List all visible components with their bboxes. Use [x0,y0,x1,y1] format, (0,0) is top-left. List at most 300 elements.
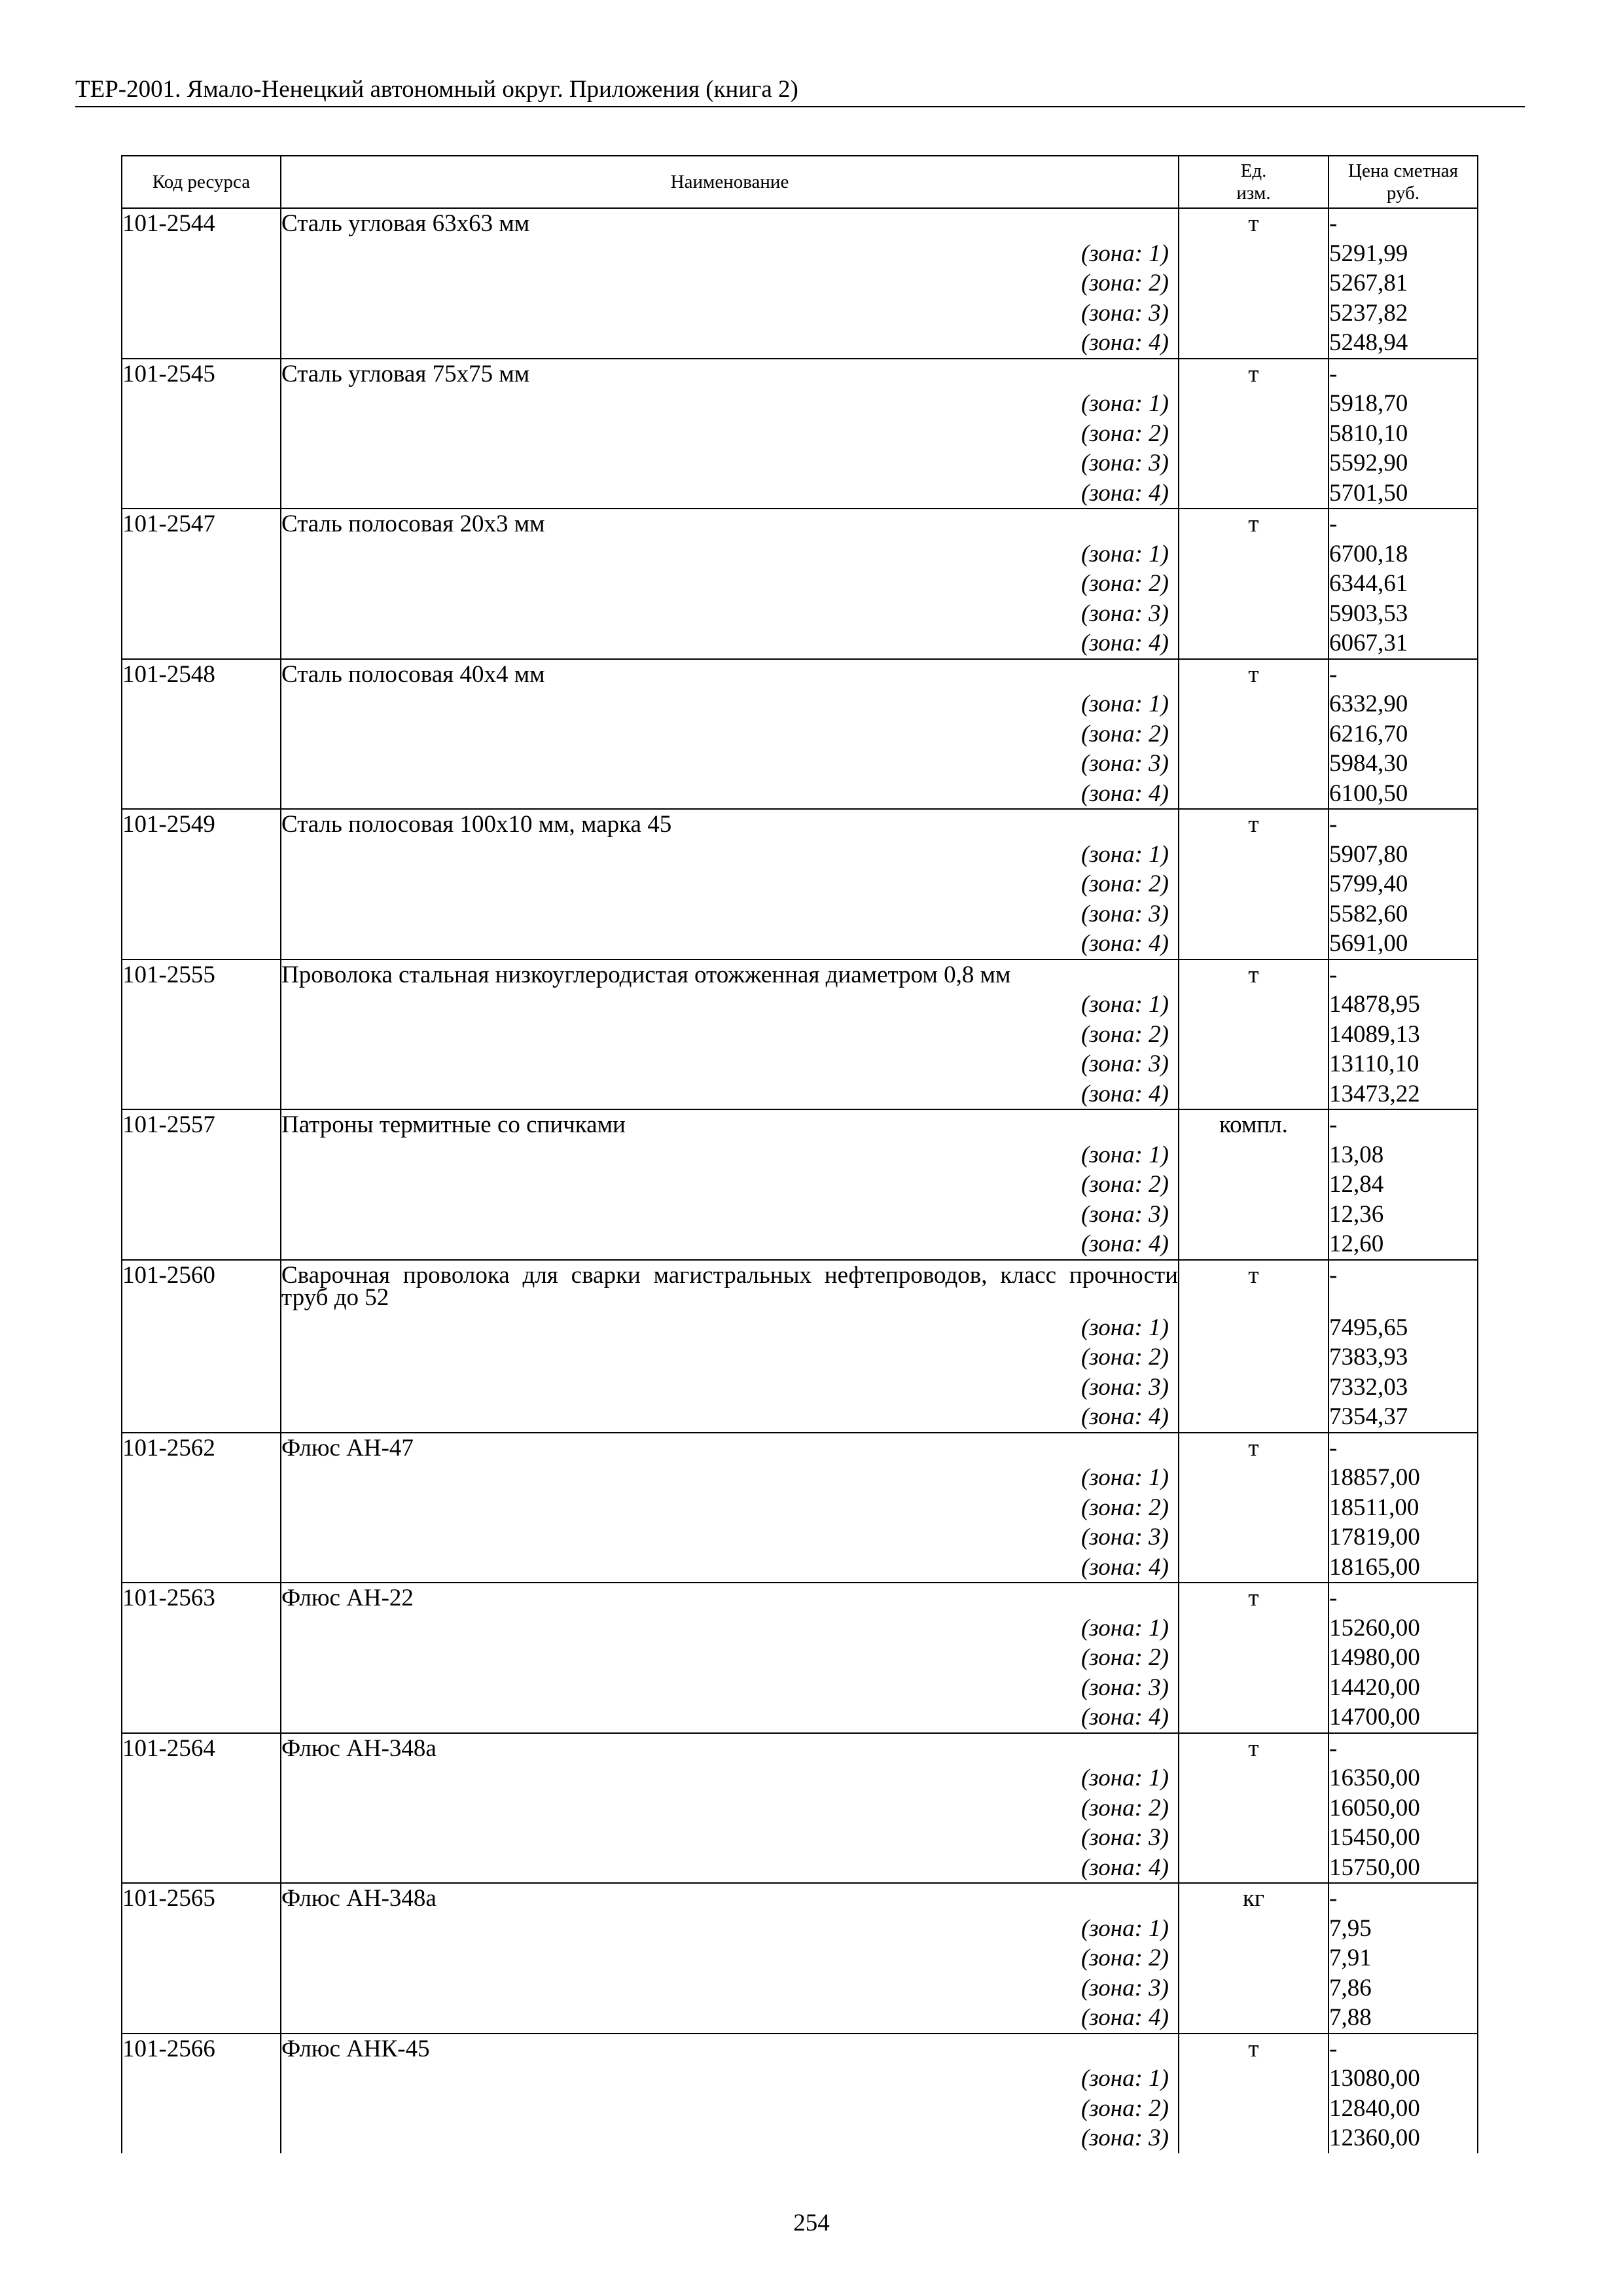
zone-code-cell [122,1823,281,1853]
zone-unit-cell [1179,298,1329,329]
zone-price: 18857,00 [1329,1463,1478,1493]
resource-price: - [1329,2034,1478,2064]
zone-price: 5248,94 [1329,328,1478,359]
zone-code-cell [122,1853,281,1884]
zone-row [122,389,1478,419]
zone-price: 14980,00 [1329,1643,1478,1673]
zone-price: 6216,70 [1329,719,1478,749]
resource-unit: т [1179,1733,1329,1764]
zone-price: 12,60 [1329,1229,1478,1260]
resource-code: 101-2565 [122,1883,281,1914]
zone-price: 15450,00 [1329,1823,1478,1853]
column-header-name: Наименование [281,156,1179,208]
resource-price-table [121,155,1478,2153]
zone-unit-cell [1179,749,1329,779]
zone-price: 6100,50 [1329,779,1478,810]
zone-price: 12360,00 [1329,2123,1478,2153]
zone-row [122,1643,1478,1673]
zone-label: (зона: 3) [281,899,1179,929]
resource-unit: т [1179,359,1329,389]
zone-row [122,990,1478,1020]
zone-price: 5701,50 [1329,478,1478,509]
zone-code-cell [122,719,281,749]
resource-price: - [1329,659,1478,690]
zone-code-cell [122,779,281,810]
zone-code-cell [122,1973,281,2003]
zone-label: (зона: 3) [281,1673,1179,1703]
zone-price: 12,36 [1329,1200,1478,1230]
zone-code-cell [122,1763,281,1793]
zone-price: 16350,00 [1329,1763,1478,1793]
resource-price: - [1329,809,1478,840]
resource-unit: т [1179,1260,1329,1313]
zone-code-cell [122,929,281,960]
zone-label: (зона: 1) [281,1613,1179,1643]
zone-price: 15750,00 [1329,1853,1478,1884]
table-row [122,1733,1478,1764]
zone-price: 12840,00 [1329,2094,1478,2124]
zone-code-cell [122,899,281,929]
zone-row [122,419,1478,449]
zone-code-cell [122,1613,281,1643]
zone-label: (зона: 2) [281,1170,1179,1200]
zone-unit-cell [1179,990,1329,1020]
zone-row [122,1673,1478,1703]
resource-name-text: Сталь полосовая 100х10 мм, марка 45 [281,811,672,838]
resource-price: - [1329,359,1478,389]
zone-price: 5984,30 [1329,749,1478,779]
zone-row [122,1522,1478,1552]
zone-unit-cell [1179,1229,1329,1260]
zone-unit-cell [1179,419,1329,449]
zone-price: 13473,22 [1329,1079,1478,1110]
zone-unit-cell [1179,448,1329,478]
resource-name-text: Флюс АН-22 [281,1585,414,1611]
zone-code-cell [122,1643,281,1673]
resource-code: 101-2548 [122,659,281,690]
zone-unit-cell [1179,1493,1329,1523]
zone-price: 13080,00 [1329,2064,1478,2094]
zone-code-cell [122,1943,281,1973]
zone-price: 5918,70 [1329,389,1478,419]
zone-label: (зона: 2) [281,719,1179,749]
table-row [122,659,1478,690]
zone-label: (зона: 3) [281,599,1179,629]
zone-row [122,1372,1478,1403]
resource-unit: компл. [1179,1109,1329,1140]
column-header-code: Код ресурса [122,156,281,208]
zone-unit-cell [1179,1463,1329,1493]
zone-code-cell [122,1402,281,1433]
resource-name-text: Флюс АН-47 [281,1434,414,1462]
table-header [122,156,1478,208]
zone-label: (зона: 4) [281,1702,1179,1733]
resource-name [281,509,1179,539]
zone-price: 5810,10 [1329,419,1478,449]
zone-row [122,1552,1478,1583]
zone-unit-cell [1179,1853,1329,1884]
zone-code-cell [122,1313,281,1343]
zone-row [122,1793,1478,1823]
zone-row [122,1049,1478,1079]
zone-row [122,1463,1478,1493]
zone-row [122,1200,1478,1230]
zone-code-cell [122,1170,281,1200]
zone-price: 14420,00 [1329,1673,1478,1703]
zone-label: (зона: 1) [281,689,1179,719]
zone-label: (зона: 1) [281,1763,1179,1793]
resource-unit: т [1179,809,1329,840]
zone-code-cell [122,1673,281,1703]
resource-name-text: Флюс АН-348а [281,1885,437,1912]
table-row [122,960,1478,990]
zone-code-cell [122,1463,281,1493]
header-rule [75,106,1525,107]
page-number: 254 [793,2210,830,2236]
zone-code-cell [122,1020,281,1050]
resource-name [281,1260,1179,1313]
resource-name-text: Флюс АНК-45 [281,2035,430,2062]
zone-price: 5291,99 [1329,239,1478,269]
zone-row [122,1170,1478,1200]
zone-code-cell [122,1793,281,1823]
resource-code: 101-2547 [122,509,281,539]
table-row [122,359,1478,389]
resource-name [281,1433,1179,1463]
zone-row [122,569,1478,599]
zone-unit-cell [1179,1823,1329,1853]
zone-price: 7354,37 [1329,1402,1478,1433]
zone-unit-cell [1179,1170,1329,1200]
zone-unit-cell [1179,1079,1329,1110]
zone-price: 17819,00 [1329,1522,1478,1552]
zone-label: (зона: 3) [281,298,1179,329]
resource-name [281,2034,1179,2064]
resource-name-text: Флюс АН-348а [281,1734,437,1762]
resource-code: 101-2544 [122,208,281,239]
zone-unit-cell [1179,1943,1329,1973]
resource-unit: т [1179,509,1329,539]
resource-price: - [1329,1109,1478,1140]
resource-price: - [1329,208,1478,239]
zone-price: 15260,00 [1329,1613,1478,1643]
table-row [122,208,1478,239]
zone-price: 5267,81 [1329,268,1478,298]
zone-code-cell [122,1049,281,1079]
resource-name-text: Проволока стальная низкоуглеродистая отожженная диаметром 0,8 мм [281,961,1011,988]
zone-row [122,1342,1478,1372]
zone-code-cell [122,1140,281,1170]
zone-code-cell [122,389,281,419]
zone-code-cell [122,268,281,298]
zone-code-cell [122,749,281,779]
zone-row [122,478,1478,509]
table-row [122,1583,1478,1613]
zone-code-cell [122,419,281,449]
zone-unit-cell [1179,1552,1329,1583]
table-row [122,2034,1478,2064]
zone-price: 6067,31 [1329,628,1478,659]
zone-row [122,1229,1478,1260]
zone-unit-cell [1179,268,1329,298]
zone-price: 7,86 [1329,1973,1478,2003]
zone-unit-cell [1179,569,1329,599]
zone-unit-cell [1179,899,1329,929]
resource-name [281,1883,1179,1914]
zone-price: 7332,03 [1329,1372,1478,1403]
zone-label: (зона: 2) [281,1793,1179,1823]
zone-label: (зона: 2) [281,569,1179,599]
resource-code: 101-2555 [122,960,281,990]
zone-price: 5903,53 [1329,599,1478,629]
resource-unit: т [1179,1433,1329,1463]
zone-unit-cell [1179,478,1329,509]
zone-code-cell [122,569,281,599]
zone-unit-cell [1179,1200,1329,1230]
zone-label: (зона: 2) [281,268,1179,298]
zone-price: 5582,60 [1329,899,1478,929]
resource-unit: т [1179,960,1329,990]
zone-code-cell [122,1200,281,1230]
zone-label: (зона: 2) [281,1493,1179,1523]
zone-label: (зона: 2) [281,1020,1179,1050]
zone-unit-cell [1179,599,1329,629]
zone-row [122,2094,1478,2124]
zone-code-cell [122,990,281,1020]
zone-row [122,1973,1478,2003]
zone-row [122,1823,1478,1853]
zone-row [122,628,1478,659]
zone-unit-cell [1179,1522,1329,1552]
zone-code-cell [122,239,281,269]
zone-unit-cell [1179,1702,1329,1733]
table-row [122,809,1478,840]
zone-price: 18165,00 [1329,1552,1478,1583]
zone-label: (зона: 4) [281,1853,1179,1884]
resource-unit: т [1179,1583,1329,1613]
zone-price: 14700,00 [1329,1702,1478,1733]
zone-unit-cell [1179,328,1329,359]
zone-label: (зона: 4) [281,2003,1179,2034]
zone-label: (зона: 4) [281,779,1179,810]
resource-name [281,1733,1179,1764]
zone-price: 14089,13 [1329,1020,1478,1050]
zone-label: (зона: 3) [281,1200,1179,1230]
zone-code-cell [122,689,281,719]
zone-row [122,1313,1478,1343]
zone-price: 13,08 [1329,1140,1478,1170]
resource-name [281,359,1179,389]
zone-label: (зона: 4) [281,628,1179,659]
resource-code: 101-2566 [122,2034,281,2064]
zone-unit-cell [1179,840,1329,870]
zone-unit-cell [1179,1020,1329,1050]
column-header-unit [1179,156,1329,208]
zone-unit-cell [1179,929,1329,960]
zone-unit-cell [1179,869,1329,899]
resource-code: 101-2560 [122,1260,281,1313]
zone-unit-cell [1179,1914,1329,1944]
resource-name [281,1109,1179,1140]
zone-label: (зона: 1) [281,840,1179,870]
zone-code-cell [122,1493,281,1523]
zone-row [122,298,1478,329]
zone-row [122,1140,1478,1170]
zone-label: (зона: 3) [281,1823,1179,1853]
zone-label: (зона: 1) [281,239,1179,269]
zone-label: (зона: 4) [281,1552,1179,1583]
zone-code-cell [122,1079,281,1110]
resource-name-text: Сталь полосовая 20х3 мм [281,511,545,537]
zone-unit-cell [1179,389,1329,419]
column-header-price [1329,156,1478,208]
zone-label: (зона: 2) [281,419,1179,449]
zone-label: (зона: 2) [281,1643,1179,1673]
zone-label: (зона: 2) [281,1943,1179,1973]
zone-row [122,719,1478,749]
zone-row [122,779,1478,810]
zone-unit-cell [1179,1342,1329,1372]
zone-code-cell [122,2003,281,2034]
zone-code-cell [122,328,281,359]
zone-price: 5691,00 [1329,929,1478,960]
zone-row [122,2003,1478,2034]
zone-row [122,869,1478,899]
zone-row [122,1943,1478,1973]
zone-row [122,239,1478,269]
zone-price: 13110,10 [1329,1049,1478,1079]
zone-label: (зона: 4) [281,478,1179,509]
zone-code-cell [122,448,281,478]
zone-unit-cell [1179,539,1329,569]
zone-row [122,840,1478,870]
table-body [122,208,1478,2153]
zone-code-cell [122,840,281,870]
zone-label: (зона: 3) [281,1973,1179,2003]
zone-unit-cell [1179,1643,1329,1673]
resource-price: - [1329,960,1478,990]
zone-unit-cell [1179,1763,1329,1793]
zone-price: 7,88 [1329,2003,1478,2034]
zone-price: 12,84 [1329,1170,1478,1200]
zone-unit-cell [1179,779,1329,810]
zone-price: 16050,00 [1329,1793,1478,1823]
zone-row [122,689,1478,719]
zone-label: (зона: 4) [281,929,1179,960]
column-header-price-text: Цена сметная руб. [1348,160,1458,204]
zone-price: 14878,95 [1329,990,1478,1020]
zone-code-cell [122,1702,281,1733]
zone-code-cell [122,2123,281,2153]
zone-label: (зона: 1) [281,1313,1179,1343]
zone-row [122,1853,1478,1884]
zone-row [122,2123,1478,2153]
resource-unit: т [1179,659,1329,690]
zone-code-cell [122,628,281,659]
resource-name [281,960,1179,990]
zone-label: (зона: 4) [281,1402,1179,1433]
zone-label: (зона: 3) [281,749,1179,779]
zone-code-cell [122,1552,281,1583]
zone-label: (зона: 1) [281,1463,1179,1493]
zone-unit-cell [1179,2064,1329,2094]
zone-row [122,1402,1478,1433]
zone-label: (зона: 1) [281,2064,1179,2094]
zone-label: (зона: 3) [281,1522,1179,1552]
table-row [122,509,1478,539]
zone-label: (зона: 1) [281,1140,1179,1170]
zone-unit-cell [1179,1673,1329,1703]
page-header: ТЕР-2001. Ямало-Ненецкий автономный округ. Приложения (книга 2) [75,76,798,103]
zone-label: (зона: 3) [281,1049,1179,1079]
zone-row [122,448,1478,478]
column-header-unit-text: Ед. изм. [1236,160,1271,204]
resource-name [281,809,1179,840]
zone-code-cell [122,539,281,569]
zone-price: 6344,61 [1329,569,1478,599]
zone-row [122,1763,1478,1793]
resource-unit: т [1179,2034,1329,2064]
resource-name-text: Сталь полосовая 40х4 мм [281,660,545,688]
zone-price: 7383,93 [1329,1342,1478,1372]
resource-name-text: Сталь угловая 75х75 мм [281,360,530,387]
zone-unit-cell [1179,1140,1329,1170]
zone-code-cell [122,2094,281,2124]
zone-unit-cell [1179,719,1329,749]
zone-price: 6700,18 [1329,539,1478,569]
zone-price: 6332,90 [1329,689,1478,719]
zone-label: (зона: 3) [281,1372,1179,1403]
zone-label: (зона: 1) [281,539,1179,569]
zone-unit-cell [1179,239,1329,269]
zone-code-cell [122,298,281,329]
resource-unit: кг [1179,1883,1329,1914]
zone-unit-cell [1179,1313,1329,1343]
zone-row [122,1079,1478,1110]
zone-price: 5799,40 [1329,869,1478,899]
resource-name-text: Сталь угловая 63х63 мм [281,210,530,237]
resource-price: - [1329,1583,1478,1613]
zone-row [122,599,1478,629]
resource-price: - [1329,509,1478,539]
zone-price: 7495,65 [1329,1313,1478,1343]
zone-row [122,1914,1478,1944]
resource-code: 101-2557 [122,1109,281,1140]
zone-unit-cell [1179,2123,1329,2153]
zone-row [122,1020,1478,1050]
zone-unit-cell [1179,1402,1329,1433]
zone-unit-cell [1179,1049,1329,1079]
zone-row [122,1493,1478,1523]
zone-label: (зона: 2) [281,2094,1179,2124]
zone-unit-cell [1179,628,1329,659]
zone-price: 5592,90 [1329,448,1478,478]
zone-price: 7,91 [1329,1943,1478,1973]
zone-code-cell [122,869,281,899]
zone-unit-cell [1179,1973,1329,2003]
zone-price: 7,95 [1329,1914,1478,1944]
resource-name [281,208,1179,239]
zone-code-cell [122,1342,281,1372]
zone-row [122,929,1478,960]
zone-code-cell [122,599,281,629]
table-row [122,1883,1478,1914]
zone-price: 5237,82 [1329,298,1478,329]
zone-unit-cell [1179,1793,1329,1823]
zone-code-cell [122,1522,281,1552]
zone-code-cell [122,1914,281,1944]
resource-price: - [1329,1733,1478,1764]
